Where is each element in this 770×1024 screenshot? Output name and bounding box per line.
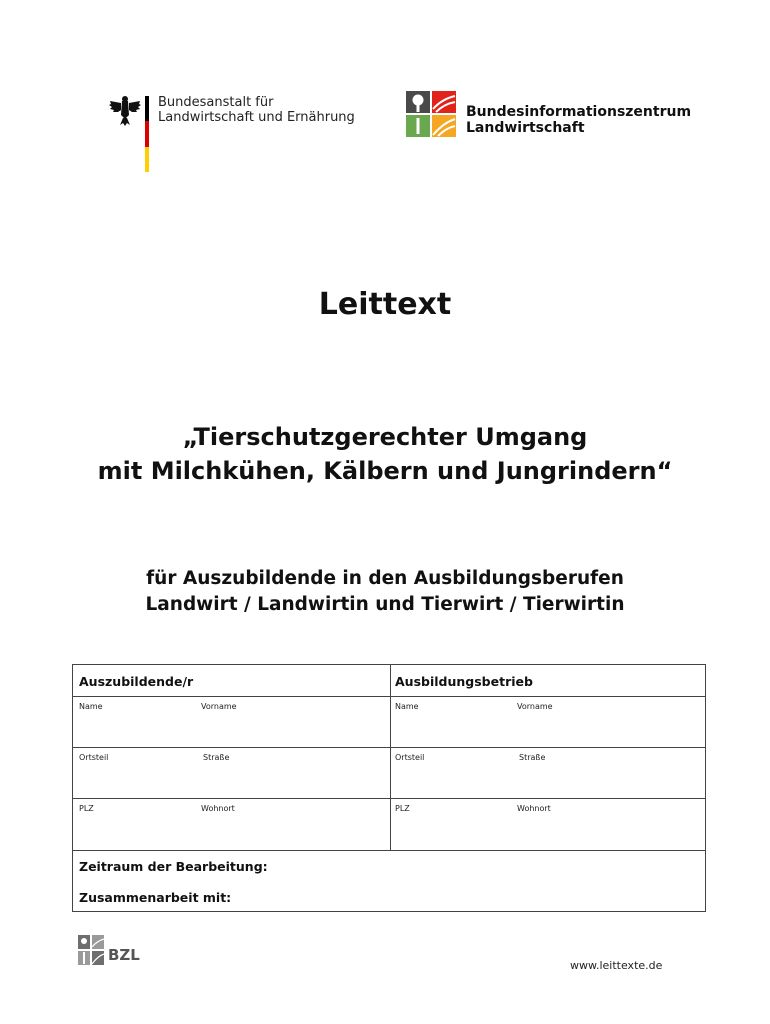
zusammenarbeit-field[interactable]: Zusammenarbeit mit: (79, 890, 232, 905)
document-audience (0, 566, 770, 618)
column-divider (390, 665, 391, 851)
trainee-name-field[interactable]: Name (79, 702, 103, 711)
ble-name (158, 95, 355, 125)
footer-url[interactable]: www.leittexte.de (570, 959, 663, 972)
company-wohnort-field[interactable]: Wohnort (517, 804, 551, 813)
document-subtitle (0, 420, 770, 488)
document-title: Leittext (318, 287, 452, 322)
bzl-name (466, 104, 691, 136)
trainee-vorname-field[interactable]: Vorname (201, 702, 237, 711)
bzl-logo-icon (406, 91, 456, 137)
row-divider (73, 850, 705, 851)
audience-line2: Landwirt / Landwirtin und Tierwirt / Tierwirtin (145, 594, 625, 615)
row-divider (73, 747, 705, 748)
company-header: Ausbildungsbetrieb (395, 674, 533, 689)
company-ortsteil-field[interactable]: Ortsteil (395, 753, 425, 762)
ble-name-line2: Landwirtschaft und Ernährung (158, 110, 355, 125)
trainee-plz-field[interactable]: PLZ (79, 804, 94, 813)
subtitle-line1: „Tierschutzgerechter Umgang (182, 423, 588, 451)
trainee-ortsteil-field[interactable]: Ortsteil (79, 753, 109, 762)
german-flag-bar (145, 96, 149, 172)
company-name-field[interactable]: Name (395, 702, 419, 711)
company-strasse-field[interactable]: Straße (519, 753, 546, 762)
company-vorname-field[interactable]: Vorname (517, 702, 553, 711)
audience-line1: für Auszubildende in den Ausbildungsberufen (146, 568, 624, 589)
subtitle-line2: mit Milchkühen, Kälbern und Jungrindern“ (97, 457, 673, 485)
zeitraum-field[interactable]: Zeitraum der Bearbeitung: (79, 859, 268, 874)
footer-bzl-logo (78, 934, 144, 966)
federal-eagle-icon (108, 93, 142, 127)
company-plz-field[interactable]: PLZ (395, 804, 410, 813)
registration-form-table (72, 664, 706, 912)
row-divider (73, 696, 705, 697)
row-divider (73, 798, 705, 799)
bzl-name-line2: Landwirtschaft (466, 120, 585, 136)
ble-name-line1: Bundesanstalt für (158, 95, 274, 110)
bzl-name-line1: Bundesinformationszentrum (466, 104, 692, 120)
footer-logo-text: BZL (108, 946, 140, 964)
trainee-strasse-field[interactable]: Straße (203, 753, 230, 762)
trainee-wohnort-field[interactable]: Wohnort (201, 804, 235, 813)
footer-bzl-logo-icon (78, 935, 104, 965)
trainee-header: Auszubildende/r (79, 674, 194, 689)
